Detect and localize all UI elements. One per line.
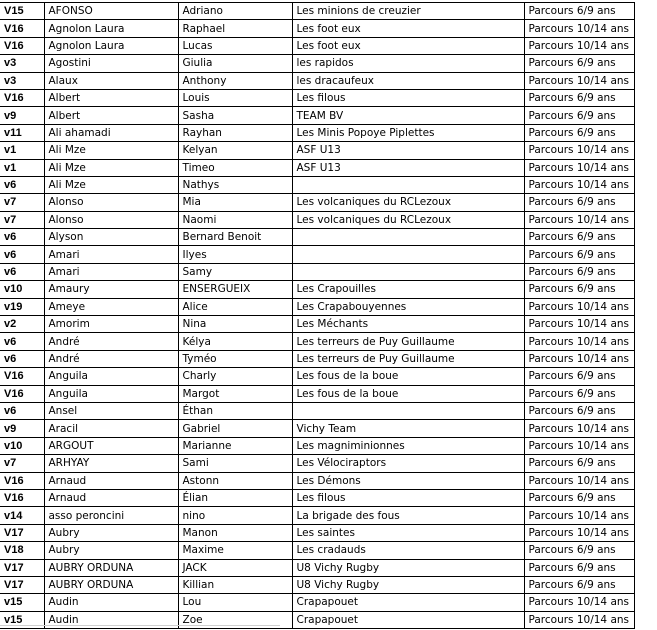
course-cell[interactable]: Parcours 6/9 ans [524, 263, 634, 280]
first-name-cell[interactable]: Éthan [178, 402, 292, 419]
last-name-cell[interactable]: Amaury [44, 281, 178, 298]
course-cell[interactable]: Parcours 6/9 ans [524, 576, 634, 593]
participants-table [0, 2, 635, 629]
team-cell[interactable]: Les Crapabouyennes [292, 298, 524, 315]
table-row [0, 55, 634, 72]
last-name-cell[interactable]: Alonso [44, 211, 178, 228]
first-name-cell[interactable]: Manon [178, 524, 292, 541]
course-cell[interactable]: Parcours 6/9 ans [524, 489, 634, 506]
course-cell[interactable]: Parcours 6/9 ans [524, 3, 634, 20]
first-name-cell[interactable]: Sami [178, 455, 292, 472]
last-name-cell[interactable]: Agnolon Laura [44, 20, 178, 37]
course-cell[interactable]: Parcours 10/14 ans [524, 333, 634, 350]
team-cell[interactable]: Les foot eux [292, 37, 524, 54]
team-cell[interactable]: Les volcaniques du RCLezoux [292, 194, 524, 211]
team-cell[interactable] [292, 402, 524, 419]
group-cell[interactable]: v7 [0, 194, 44, 211]
table-row [0, 124, 634, 141]
last-name-cell[interactable]: AFONSO [44, 3, 178, 20]
table-row [0, 507, 634, 524]
first-name-cell[interactable]: Lucas [178, 37, 292, 54]
last-name-cell[interactable]: Anguila [44, 385, 178, 402]
first-name-cell[interactable]: ENSERGUEIX [178, 281, 292, 298]
table-row [0, 316, 634, 333]
group-cell[interactable]: v15 [0, 594, 44, 611]
table-row [0, 37, 634, 54]
table-row [0, 594, 634, 611]
course-cell[interactable]: Parcours 6/9 ans [524, 89, 634, 106]
last-name-cell[interactable]: Ameye [44, 298, 178, 315]
course-cell[interactable]: Parcours 6/9 ans [524, 559, 634, 576]
first-name-cell[interactable]: Charly [178, 368, 292, 385]
last-name-cell[interactable]: Aubry [44, 524, 178, 541]
table-row [0, 402, 634, 419]
last-name-cell[interactable]: ARGOUT [44, 437, 178, 454]
last-name-cell[interactable]: Alonso [44, 194, 178, 211]
first-name-cell[interactable]: Naomi [178, 211, 292, 228]
table-row [0, 281, 634, 298]
course-cell[interactable]: Parcours 10/14 ans [524, 524, 634, 541]
first-name-cell[interactable]: Alice [178, 298, 292, 315]
table-row [0, 350, 634, 367]
first-name-cell[interactable]: Margot [178, 385, 292, 402]
team-cell[interactable] [292, 229, 524, 246]
team-cell[interactable]: Les volcaniques du RCLezoux [292, 211, 524, 228]
last-name-cell[interactable]: Alyson [44, 229, 178, 246]
last-name-cell[interactable]: Aracil [44, 420, 178, 437]
table-row [0, 542, 634, 559]
table-row [0, 176, 634, 193]
team-cell[interactable] [292, 176, 524, 193]
first-name-cell[interactable]: nino [178, 507, 292, 524]
team-cell[interactable]: Crapapouet [292, 594, 524, 611]
course-cell[interactable]: Parcours 10/14 ans [524, 594, 634, 611]
team-cell[interactable]: U8 Vichy Rugby [292, 576, 524, 593]
group-cell[interactable]: v6 [0, 402, 44, 419]
team-cell[interactable]: TEAM BV [292, 107, 524, 124]
table-row [0, 298, 634, 315]
course-cell[interactable]: Parcours 6/9 ans [524, 107, 634, 124]
course-cell[interactable]: Parcours 6/9 ans [524, 194, 634, 211]
course-cell[interactable]: Parcours 10/14 ans [524, 20, 634, 37]
table-row [0, 437, 634, 454]
group-cell[interactable]: v14 [0, 507, 44, 524]
last-name-cell[interactable]: Alaux [44, 72, 178, 89]
participants-table-body [0, 3, 634, 629]
last-name-cell[interactable]: Amorim [44, 316, 178, 333]
last-name-cell[interactable]: André [44, 350, 178, 367]
group-cell[interactable]: v6 [0, 246, 44, 263]
team-cell[interactable]: Crapapouet [292, 611, 524, 628]
team-cell[interactable]: La brigade des fous [292, 507, 524, 524]
group-cell[interactable]: v10 [0, 437, 44, 454]
team-cell[interactable]: Les terreurs de Puy Guillaume [292, 333, 524, 350]
course-cell[interactable]: Parcours 10/14 ans [524, 72, 634, 89]
last-name-cell[interactable]: Arnaud [44, 472, 178, 489]
last-name-cell[interactable]: Albert [44, 107, 178, 124]
table-row [0, 385, 634, 402]
table-row [0, 229, 634, 246]
course-cell[interactable]: Parcours 6/9 ans [524, 281, 634, 298]
last-name-cell[interactable]: Amari [44, 263, 178, 280]
course-cell[interactable]: Parcours 10/14 ans [524, 611, 634, 628]
group-cell[interactable]: v1 [0, 142, 44, 159]
team-cell[interactable]: Les fous de la boue [292, 368, 524, 385]
last-name-cell[interactable]: Ansel [44, 402, 178, 419]
group-cell[interactable]: v1 [0, 159, 44, 176]
first-name-cell[interactable]: Killian [178, 576, 292, 593]
team-cell[interactable]: Les cradauds [292, 542, 524, 559]
team-cell[interactable]: Les saintes [292, 524, 524, 541]
table-row [0, 89, 634, 106]
team-cell[interactable]: U8 Vichy Rugby [292, 559, 524, 576]
last-name-cell[interactable]: asso peroncini [44, 507, 178, 524]
first-name-cell[interactable]: Rayhan [178, 124, 292, 141]
last-name-cell[interactable]: Audin [44, 594, 178, 611]
group-cell[interactable]: v19 [0, 298, 44, 315]
table-row [0, 368, 634, 385]
course-cell[interactable]: Parcours 10/14 ans [524, 437, 634, 454]
group-cell[interactable]: v7 [0, 211, 44, 228]
group-cell[interactable]: v6 [0, 176, 44, 193]
table-row [0, 211, 634, 228]
team-cell[interactable]: Les Méchants [292, 316, 524, 333]
group-cell[interactable]: v9 [0, 420, 44, 437]
first-name-cell[interactable]: Kélya [178, 333, 292, 350]
course-cell[interactable]: Parcours 6/9 ans [524, 402, 634, 419]
first-name-cell[interactable]: JACK [178, 559, 292, 576]
course-cell[interactable]: Parcours 6/9 ans [524, 229, 634, 246]
first-name-cell[interactable]: Raphael [178, 20, 292, 37]
table-row [0, 333, 634, 350]
team-cell[interactable]: Les terreurs de Puy Guillaume [292, 350, 524, 367]
team-cell[interactable]: ASF U13 [292, 142, 524, 159]
course-cell[interactable]: Parcours 6/9 ans [524, 542, 634, 559]
group-cell[interactable]: v2 [0, 316, 44, 333]
first-name-cell[interactable]: Timeo [178, 159, 292, 176]
group-cell[interactable]: V18 [0, 542, 44, 559]
course-cell[interactable]: Parcours 6/9 ans [524, 385, 634, 402]
group-cell[interactable]: V16 [0, 472, 44, 489]
table-row [0, 489, 634, 506]
team-cell[interactable]: Les foot eux [292, 20, 524, 37]
table-row [0, 159, 634, 176]
group-cell[interactable]: V16 [0, 89, 44, 106]
group-cell[interactable]: v6 [0, 333, 44, 350]
first-name-cell[interactable]: Kelyan [178, 142, 292, 159]
first-name-cell[interactable]: Mia [178, 194, 292, 211]
team-cell[interactable]: ASF U13 [292, 159, 524, 176]
course-cell[interactable]: Parcours 10/14 ans [524, 350, 634, 367]
first-name-cell[interactable]: Nathys [178, 176, 292, 193]
table-row [0, 576, 634, 593]
course-cell[interactable]: Parcours 10/14 ans [524, 142, 634, 159]
last-name-cell[interactable]: Agostini [44, 55, 178, 72]
first-name-cell[interactable]: Zoe [178, 611, 292, 628]
group-cell[interactable]: V15 [0, 3, 44, 20]
table-row [0, 246, 634, 263]
last-name-cell[interactable]: Ali ahamadi [44, 124, 178, 141]
group-cell[interactable]: V17 [0, 576, 44, 593]
table-row [0, 559, 634, 576]
last-name-cell[interactable]: André [44, 333, 178, 350]
first-name-cell[interactable]: Giulia [178, 55, 292, 72]
group-cell[interactable]: V17 [0, 524, 44, 541]
course-cell[interactable]: Parcours 10/14 ans [524, 507, 634, 524]
first-name-cell[interactable]: Élian [178, 489, 292, 506]
last-name-cell[interactable]: Anguila [44, 368, 178, 385]
course-cell[interactable]: Parcours 6/9 ans [524, 368, 634, 385]
table-row [0, 20, 634, 37]
table-row [0, 472, 634, 489]
table-row [0, 263, 634, 280]
course-cell[interactable]: Parcours 10/14 ans [524, 316, 634, 333]
last-name-cell[interactable]: ARHYAY [44, 455, 178, 472]
table-row [0, 72, 634, 89]
course-cell[interactable]: Parcours 6/9 ans [524, 55, 634, 72]
team-cell[interactable]: Vichy Team [292, 420, 524, 437]
team-cell[interactable]: Les magniminionnes [292, 437, 524, 454]
group-cell[interactable]: v6 [0, 229, 44, 246]
team-cell[interactable]: Les filous [292, 489, 524, 506]
course-cell[interactable]: Parcours 10/14 ans [524, 159, 634, 176]
last-name-cell[interactable]: Audin [44, 611, 178, 628]
team-cell[interactable]: Les Démons [292, 472, 524, 489]
first-name-cell[interactable]: Anthony [178, 72, 292, 89]
first-name-cell[interactable]: Louis [178, 89, 292, 106]
group-cell[interactable]: v3 [0, 55, 44, 72]
table-row [0, 107, 634, 124]
team-cell[interactable]: Les Minis Popoye Piplettes [292, 124, 524, 141]
group-cell[interactable]: V16 [0, 37, 44, 54]
first-name-cell[interactable]: Ilyes [178, 246, 292, 263]
last-name-cell[interactable]: Ali Mze [44, 159, 178, 176]
first-name-cell[interactable]: Samy [178, 263, 292, 280]
team-cell[interactable]: Les fous de la boue [292, 385, 524, 402]
group-cell[interactable]: V16 [0, 368, 44, 385]
group-cell[interactable]: V16 [0, 385, 44, 402]
last-name-cell[interactable]: Ali Mze [44, 142, 178, 159]
course-cell[interactable]: Parcours 6/9 ans [524, 246, 634, 263]
first-name-cell[interactable]: Maxime [178, 542, 292, 559]
course-cell[interactable]: Parcours 6/9 ans [524, 455, 634, 472]
course-cell[interactable]: Parcours 6/9 ans [524, 124, 634, 141]
first-name-cell[interactable]: Tyméo [178, 350, 292, 367]
first-name-cell[interactable]: Marianne [178, 437, 292, 454]
table-row [0, 524, 634, 541]
sheet-bottom-edge [0, 625, 280, 627]
group-cell[interactable]: v15 [0, 611, 44, 628]
course-cell[interactable]: Parcours 10/14 ans [524, 298, 634, 315]
group-cell[interactable]: v7 [0, 455, 44, 472]
group-cell[interactable]: v10 [0, 281, 44, 298]
group-cell[interactable]: V17 [0, 559, 44, 576]
table-row [0, 420, 634, 437]
course-cell[interactable]: Parcours 10/14 ans [524, 472, 634, 489]
table-row [0, 142, 634, 159]
last-name-cell[interactable]: Arnaud [44, 489, 178, 506]
group-cell[interactable]: v6 [0, 263, 44, 280]
course-cell[interactable]: Parcours 10/14 ans [524, 211, 634, 228]
last-name-cell[interactable]: Agnolon Laura [44, 37, 178, 54]
table-row [0, 3, 634, 20]
last-name-cell[interactable]: Albert [44, 89, 178, 106]
first-name-cell[interactable]: Astonn [178, 472, 292, 489]
team-cell[interactable]: Les minions de creuzier [292, 3, 524, 20]
course-cell[interactable]: Parcours 10/14 ans [524, 176, 634, 193]
team-cell[interactable]: Les Crapouilles [292, 281, 524, 298]
group-cell[interactable]: v9 [0, 107, 44, 124]
first-name-cell[interactable]: Gabriel [178, 420, 292, 437]
course-cell[interactable]: Parcours 10/14 ans [524, 420, 634, 437]
first-name-cell[interactable]: Adriano [178, 3, 292, 20]
last-name-cell[interactable]: Ali Mze [44, 176, 178, 193]
first-name-cell[interactable]: Nina [178, 316, 292, 333]
team-cell[interactable] [292, 246, 524, 263]
group-cell[interactable]: v3 [0, 72, 44, 89]
group-cell[interactable]: V16 [0, 20, 44, 37]
last-name-cell[interactable]: Aubry [44, 542, 178, 559]
table-row [0, 194, 634, 211]
course-cell[interactable]: Parcours 10/14 ans [524, 37, 634, 54]
last-name-cell[interactable]: AUBRY ORDUNA [44, 559, 178, 576]
team-cell[interactable] [292, 263, 524, 280]
first-name-cell[interactable]: Lou [178, 594, 292, 611]
table-row [0, 455, 634, 472]
team-cell[interactable]: les rapidos [292, 55, 524, 72]
first-name-cell[interactable]: Bernard Benoit [178, 229, 292, 246]
group-cell[interactable]: v11 [0, 124, 44, 141]
last-name-cell[interactable]: AUBRY ORDUNA [44, 576, 178, 593]
group-cell[interactable]: v6 [0, 350, 44, 367]
team-cell[interactable]: les dracaufeux [292, 72, 524, 89]
first-name-cell[interactable]: Sasha [178, 107, 292, 124]
group-cell[interactable]: V16 [0, 489, 44, 506]
team-cell[interactable]: Les Vélociraptors [292, 455, 524, 472]
team-cell[interactable]: Les filous [292, 89, 524, 106]
last-name-cell[interactable]: Amari [44, 246, 178, 263]
